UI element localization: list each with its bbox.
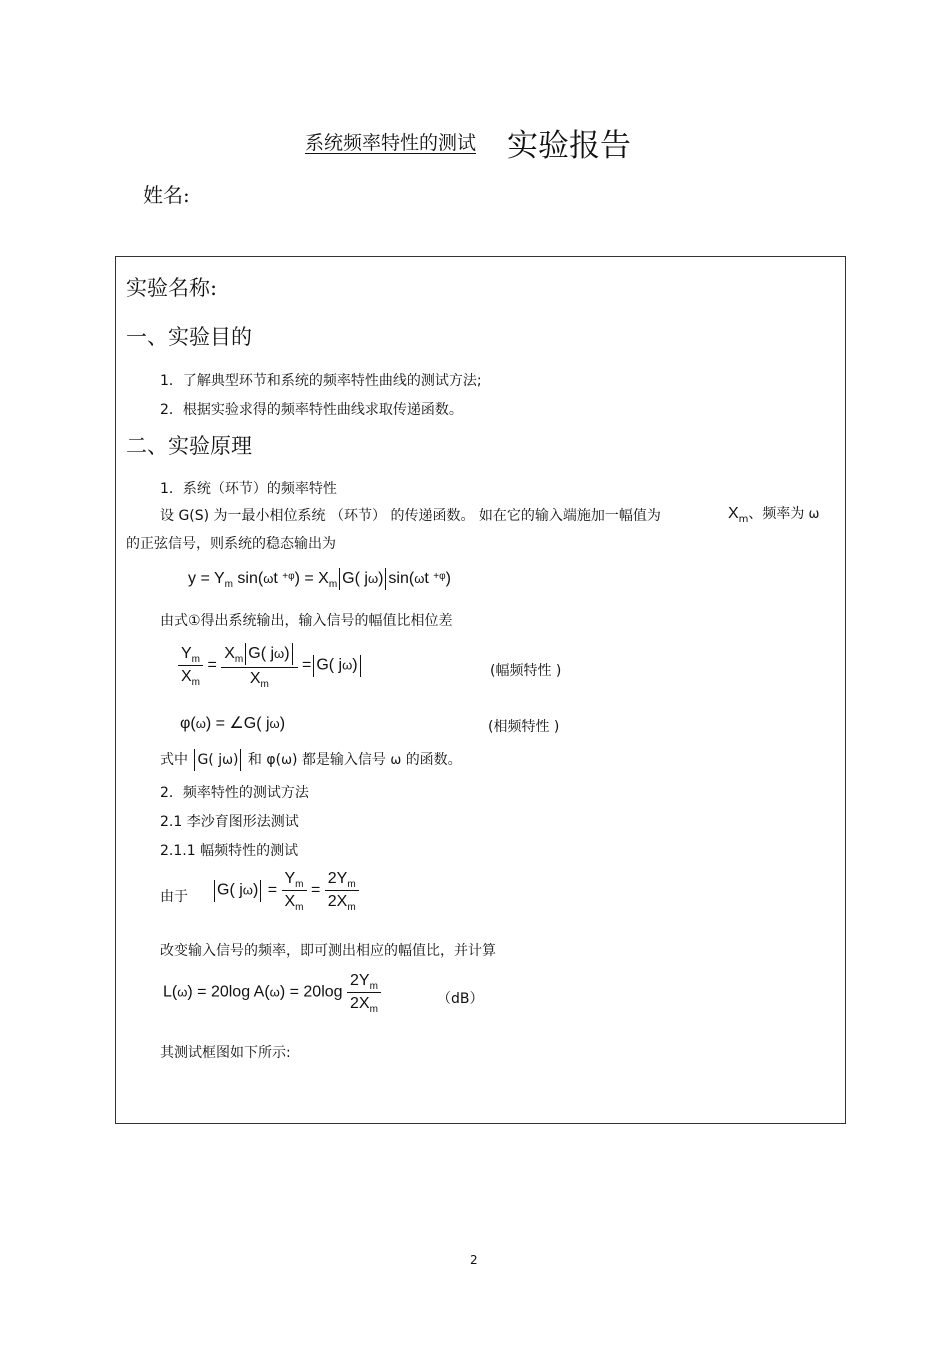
principle-paragraph-2: 由式①得出系统输出，输入信号的幅值比相位差: [160, 613, 453, 629]
principle-2-1-heading: 2.1 李沙育图形法测试: [160, 814, 299, 830]
page-number: 2: [470, 1253, 478, 1267]
amplitude-ratio-equation: $\frac{Y_m}{X_m}$ = $\frac{X_m G( j\omega)}{X_m}$ = G( jω): [178, 643, 363, 688]
principle-paragraph-1: 设 G(S) 为一最小相位系统 （环节） 的传递函数。 如在它的输入端施加一幅值为: [160, 508, 661, 524]
purpose-item-2: 2．根据实验求得的频率特性曲线求取传递函数。: [160, 402, 463, 418]
amplitude-symbol: $X_m$、频率为 ω: [728, 505, 820, 525]
due-to-label: 由于: [160, 889, 188, 905]
where-sentence: 式中 G( jω) 和 φ(ω) 都是输入信号 ω 的函数。: [160, 749, 462, 771]
block-diagram-text: 其测试框图如下所示:: [160, 1045, 291, 1061]
principle-1-heading: 1．系统（环节）的频率特性: [160, 481, 337, 497]
report-subtitle: 系统频率特性的测试: [305, 132, 477, 154]
report-title: 实验报告: [507, 128, 631, 164]
output-equation: $y = Y_m$ sin(ωt $^{+\varphi}) = X_m$ G( jω) sin(ωt $^{+\varphi}$): [188, 568, 451, 590]
amplitude-measure-equation: G( jω) = $\frac{Y_m}{X_m}$ = $\frac{2Y_m}{2X_m}$: [212, 870, 359, 911]
db-unit-label: （dB）: [437, 991, 484, 1007]
phase-equation: φ(ω) = ∠G( jω): [180, 715, 286, 732]
principle-2-1-1-heading: 2.1.1 幅频特性的测试: [160, 843, 299, 859]
purpose-item-1: 1．了解典型环节和系统的频率特性曲线的测试方法;: [160, 373, 482, 389]
name-label: 姓名:: [143, 183, 190, 207]
change-frequency-text: 改变输入信号的频率，即可测出相应的幅值比，并计算: [160, 943, 496, 959]
amplitude-characteristic-label: (幅频特性 ): [490, 663, 562, 679]
section-principle-heading: 二、实验原理: [126, 434, 252, 458]
principle-2-heading: 2．频率特性的测试方法: [160, 785, 309, 801]
log-amplitude-equation: L(ω) = 20log A(ω) = 20log $\frac{2Y_m}{2X_m}$: [163, 972, 381, 1013]
principle-paragraph-1-cont: 的正弦信号，则系统的稳态输出为: [126, 536, 336, 552]
experiment-name-label: 实验名称:: [126, 276, 218, 300]
phase-characteristic-label: (相频特性 ): [488, 719, 560, 735]
section-purpose-heading: 一、实验目的: [126, 325, 252, 349]
